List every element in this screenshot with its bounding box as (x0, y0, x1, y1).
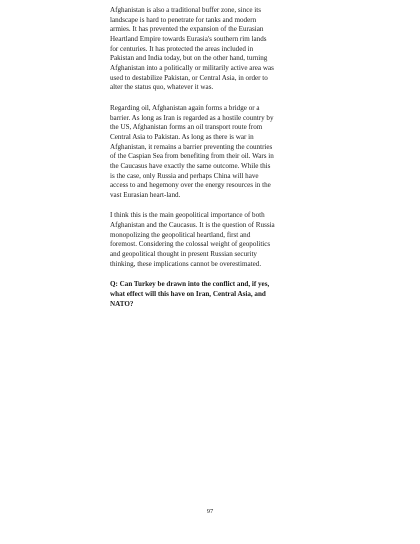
text-line: landscape is hard to penetrate for tanks and modern (110, 15, 257, 24)
text-line: Regarding oil, Afghanistan again forms a bridge or a (110, 103, 260, 112)
text-line: for centuries. It has protected the areas included in (110, 44, 254, 53)
text-line: the Caucasus have exactly the same outcome. While this (110, 161, 271, 170)
paragraph-oil (110, 104, 321, 201)
text-line: monopolizing the geopolitical heartland, first and (110, 230, 251, 239)
text-line: is the case, only Russia and perhaps China will have (110, 171, 259, 180)
text-line: the US, Afghanistan forms an oil transport route from (110, 123, 263, 132)
page-number: 97 (206, 508, 214, 515)
text-line: Afghanistan into a politically or militarily active area was (110, 63, 274, 72)
text-line: Pakistan and India today, but on the other hand, turning (110, 54, 268, 63)
text-line: Afghanistan and the Caucasus. It is the question of Russia (110, 221, 275, 230)
text-line: I think this is the main geopolitical importance of both (110, 211, 265, 220)
text-line: thinking, these implications cannot be overestimated. (110, 259, 262, 268)
text-line: Heartland Empire towards Eurasia's southern rim lands (110, 34, 267, 43)
text-line: NATO? (110, 299, 134, 308)
paragraph-geopolitical-importance (110, 211, 321, 269)
text-line: used to destabilize Pakistan, or Central Asia, in order to (110, 73, 268, 82)
text-line: of the Caspian Sea from benefiting from their oil. Wars in (110, 152, 274, 161)
body-text (110, 6, 321, 320)
paragraph-buffer-zone (110, 6, 321, 93)
text-line: Central Asia to Pakistan. As long as there is war in (110, 132, 254, 141)
text-line: vast Eurasian heart-land. (110, 190, 181, 199)
text-line: and geopolitical thought in present Russian security (110, 250, 257, 259)
text-line: Afghanistan is also a traditional buffer zone, since its (110, 6, 261, 14)
text-line: what effect will this have on Iran, Central Asia, and (110, 290, 266, 299)
text-line: Q: Can Turkey be drawn into the conflict and, if yes, (110, 280, 270, 289)
text-line: alter the status quo, whatever it was. (110, 83, 214, 92)
text-line: Afghanistan, it remains a barrier preventing the countries (110, 142, 273, 151)
text-line: barrier. As long as Iran is regarded as a hostile country by (110, 113, 274, 122)
text-line: foremost. Considering the colossal weight of geopolitics (110, 240, 271, 249)
text-line: access to and hegemony over the energy resources in the (110, 181, 271, 190)
text-line: armies. It has prevented the expansion of the Eurasian (110, 25, 264, 34)
interview-question (110, 280, 321, 309)
